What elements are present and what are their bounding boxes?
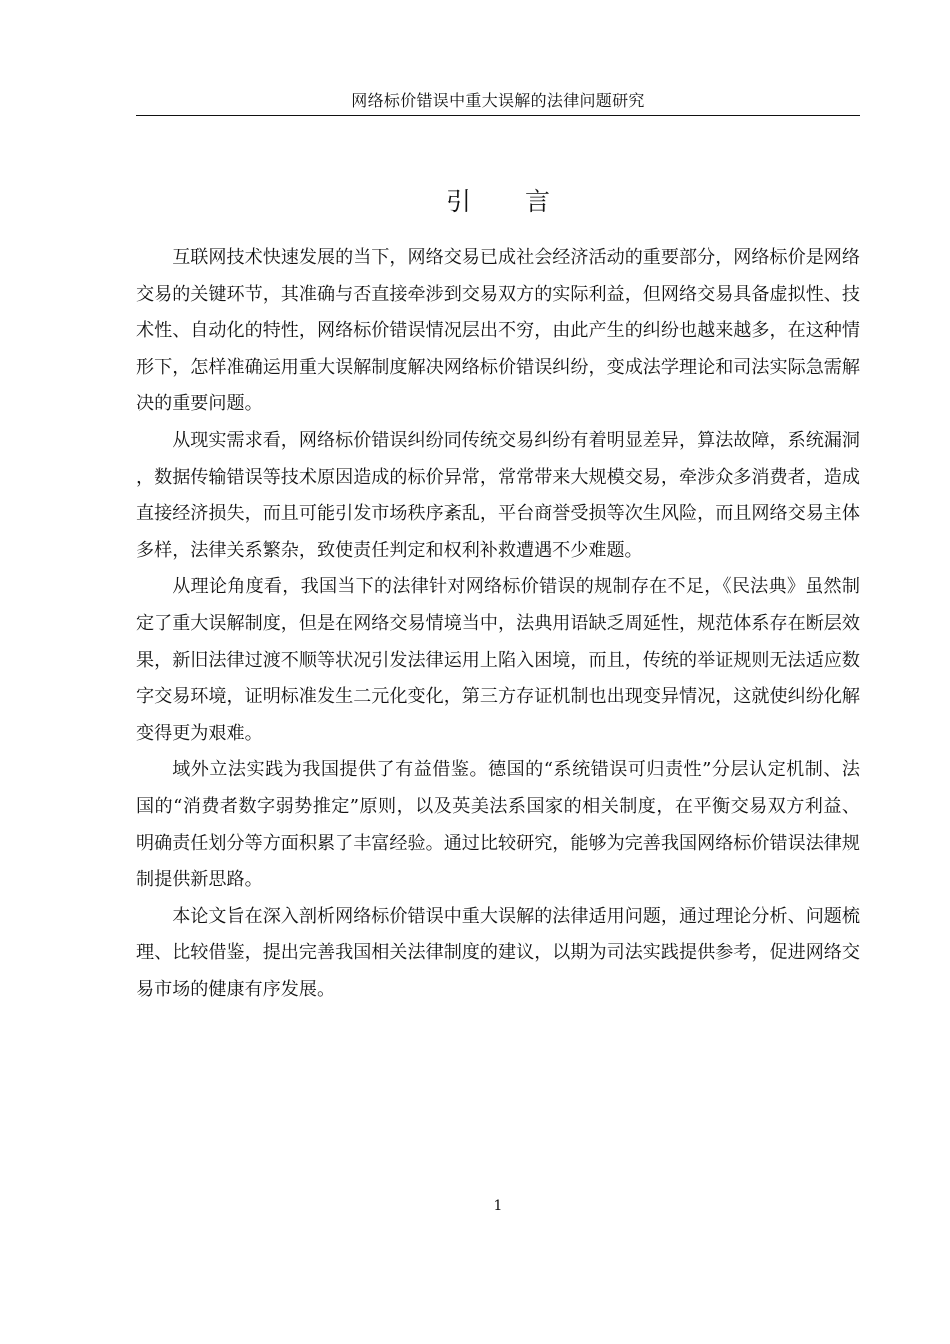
running-header xyxy=(136,90,860,116)
page-number xyxy=(136,1196,860,1216)
paragraph-5: 本论文旨在深入剖析网络标价错误中重大误解的法律适用问题，通过理论分析、问题梳理、比较借鉴，提出完善我国相关法律制度的建议，以期为司法实践提供参考，促进网络交易市场的健康有序发展。 xyxy=(136,905,860,1000)
section-title xyxy=(136,184,860,220)
paragraph-2: 从现实需求看，网络标价错误纠纷同传统交易纠纷有着明显差异，算法故障，系统漏洞，数据传输错误等技术原因造成的标价异常，常常带来大规模交易，牵涉众多消费者，造成直接经济损失，而且可能引发市场秩序紊乱，平台商誉受损等次生风险，而且网络交易主体多样，法律关系繁杂，致使责任判定和权利补救遭遇不少难题。 xyxy=(136,429,860,561)
section-title-char-1: 引 xyxy=(445,187,471,216)
paragraph-1: 互联网技术快速发展的当下，网络交易已成社会经济活动的重要部分，网络标价是网络交易的关键环节，其准确与否直接牵涉到交易双方的实际利益，但网络交易具备虚拟性、技术性、自动化的特性，网络标价错误情况层出不穷，由此产生的纠纷也越来越多，在这种情形下，怎样准确运用重大误解制度解决网络标价错误纠纷，变成法学理论和司法实际急需解决的重要问题。 xyxy=(136,247,860,415)
paragraph-3: 从理论角度看，我国当下的法律针对网络标价错误的规制存在不足，《民法典》虽然制定了重大误解制度，但是在网络交易情境当中，法典用语缺乏周延性，规范体系存在断层效果，新旧法律过渡不顺等状况引发法律运用上陷入困境，而且，传统的举证规则无法适应数字交易环境，证明标准发生二元化变化，第三方存证机制也出现变异情况，这就使纠纷化解变得更为艰难。 xyxy=(136,576,860,744)
section-title-char-2: 言 xyxy=(525,187,551,216)
paragraph-4: 域外立法实践为我国提供了有益借鉴。德国的“系统错误可归责性”分层认定机制、法国的“消费者数字弱势推定”原则，以及英美法系国家的相关制度，在平衡交易双方利益、明确责任划分等方面积累了丰富经验。通过比较研究，能够为完善我国网络标价错误法律规制提供新思路。 xyxy=(136,759,860,891)
page-number-value: 1 xyxy=(493,1198,503,1214)
running-header-title: 网络标价错误中重大误解的法律问题研究 xyxy=(351,91,645,110)
introduction-body xyxy=(136,240,860,1008)
